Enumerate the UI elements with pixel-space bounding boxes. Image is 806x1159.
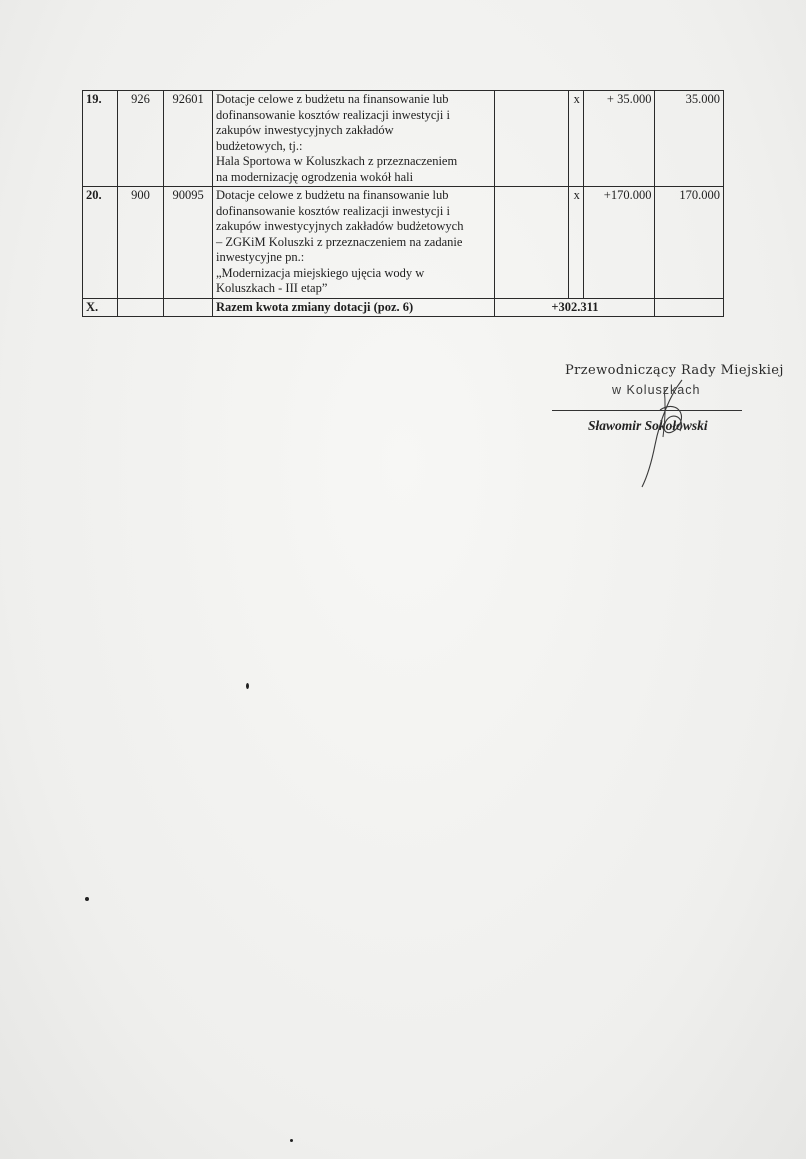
summary-label: Razem kwota zmiany dotacji (poz. 6) — [212, 298, 494, 317]
description-line: Dotacje celowe z budżetu na finansowanie lub — [215, 188, 449, 202]
handwritten-signature-icon — [620, 375, 710, 490]
signature-block — [550, 355, 784, 485]
scan-speck — [246, 683, 249, 689]
description-line: na modernizację ogrodzenia wokół hali — [215, 169, 414, 184]
description-line: Dotacje celowe z budżetu na finansowanie lub — [215, 92, 449, 106]
table-row — [83, 91, 724, 187]
empty-cell — [495, 91, 568, 187]
row-number: 20. — [83, 187, 118, 299]
signatory-place: w Koluszkach — [612, 383, 701, 397]
row-description — [212, 91, 494, 187]
summary-row — [83, 298, 724, 317]
description-line: zakupów inwestycyjnych zakładów — [215, 123, 394, 137]
signatory-name: Sławomir Sokołowski — [588, 418, 708, 433]
description-line: dofinansowanie kosztów realizacji inwestycji i — [215, 203, 450, 218]
chapter-code: 92601 — [164, 91, 213, 187]
empty-cell — [117, 298, 164, 317]
row-number: 19. — [83, 91, 118, 187]
description-line: – ZGKiM Koluszki z przeznaczeniem na zadanie — [215, 234, 463, 249]
scan-speck — [290, 1139, 293, 1142]
empty-cell — [164, 298, 213, 317]
signatory-title: Przewodniczący Rady Miejskiej — [565, 363, 784, 378]
x-marker: x — [568, 187, 583, 299]
scan-speck — [85, 897, 89, 901]
summary-value: +302.311 — [495, 298, 655, 317]
description-line: dofinansowanie kosztów realizacji inwestycji i — [215, 107, 450, 122]
empty-cell — [655, 298, 724, 317]
description-line: Hala Sportowa w Koluszkach z przeznaczeniem — [215, 154, 458, 168]
section-code: 926 — [117, 91, 164, 187]
empty-cell — [495, 187, 568, 299]
subsidy-table — [82, 90, 724, 317]
description-line: zakupów inwestycyjnych zakładów budżetowych — [215, 219, 464, 233]
description-line: Koluszkach - III etap” — [215, 281, 328, 295]
summary-number: X. — [83, 298, 118, 317]
description-line: „Modernizacja miejskiego ujęcia wody w — [215, 265, 425, 280]
description-line: inwestycyjne pn.: — [215, 250, 305, 264]
change-amount: +170.000 — [583, 187, 655, 299]
total-amount: 35.000 — [655, 91, 724, 187]
description-line: budżetowych, tj.: — [215, 138, 303, 153]
change-amount: + 35.000 — [583, 91, 655, 187]
section-code: 900 — [117, 187, 164, 299]
chapter-code: 90095 — [164, 187, 213, 299]
total-amount: 170.000 — [655, 187, 724, 299]
row-description — [212, 187, 494, 299]
x-marker: x — [568, 91, 583, 187]
table-row — [83, 187, 724, 299]
